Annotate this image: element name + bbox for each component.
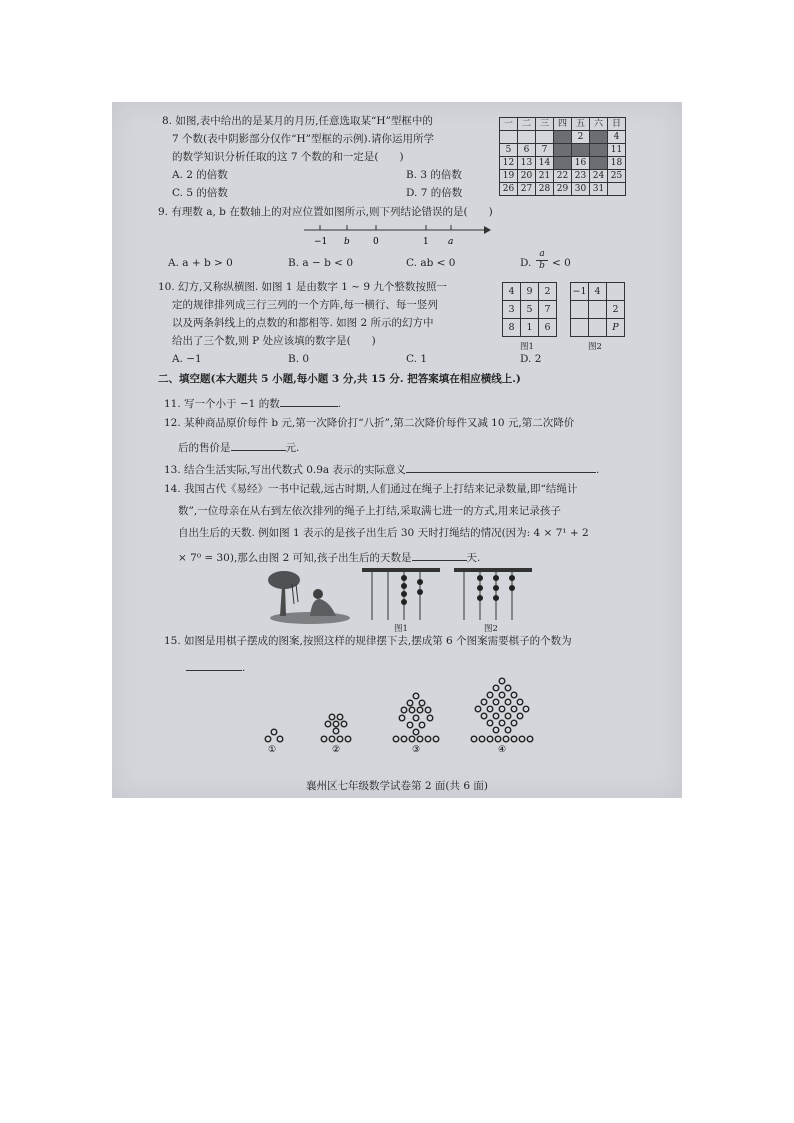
- chess-piece: [527, 736, 533, 742]
- q11: [164, 394, 341, 411]
- page-footer: 襄州区七年级数学试卷第 2 面(共 6 面): [306, 780, 488, 792]
- ms1-cell: 1: [521, 319, 539, 337]
- calendar-row: [500, 183, 626, 196]
- chess-piece: [493, 685, 499, 691]
- chess-piece: [493, 727, 499, 733]
- calendar-header-row: [500, 118, 626, 131]
- label-a: a: [448, 237, 454, 247]
- chess-piece: [337, 714, 343, 720]
- q15-line1: 15. 如图是用棋子摆成的图案,按照这样的规律摆下去,摆成第 6 个图案需要棋子的个数为: [164, 635, 572, 647]
- knot: [401, 599, 407, 605]
- chess-piece: [511, 736, 517, 742]
- ms1-cell: 5: [521, 301, 539, 319]
- chess-piece: [409, 707, 415, 713]
- chess-piece: [413, 693, 419, 699]
- q10-option-a: A. −1: [172, 353, 202, 365]
- knot-fig1: [360, 566, 442, 626]
- chess-piece: [505, 685, 511, 691]
- chess-piece: [517, 713, 523, 719]
- knot: [401, 575, 407, 581]
- calendar-cell: 25: [608, 170, 626, 183]
- chess-piece: [345, 736, 351, 742]
- ms2-cell: −1: [571, 283, 589, 301]
- calendar-cell: 12: [500, 157, 518, 170]
- calendar-cell: 6: [518, 144, 536, 157]
- knot-fig2: [452, 566, 534, 626]
- q10-option-c: C. 1: [406, 353, 428, 365]
- chess-piece: [503, 736, 509, 742]
- person-body: [310, 599, 336, 616]
- pattern-4-label: ④: [498, 745, 507, 755]
- calendar-header: 五: [572, 118, 590, 131]
- hanging-rope: [296, 584, 298, 602]
- calendar-cell: 13: [518, 157, 536, 170]
- chess-piece: [413, 715, 419, 721]
- calendar-cell-shaded: [572, 144, 590, 157]
- q8-option-d: D. 7 的倍数: [406, 187, 463, 199]
- chess-piece: [505, 713, 511, 719]
- chess-piece: [393, 736, 399, 742]
- calendar-cell: 5: [500, 144, 518, 157]
- chess-piece: [271, 729, 277, 735]
- q8-option-a: A. 2 的倍数: [172, 169, 228, 181]
- knot: [417, 589, 423, 595]
- calendar-cell: [518, 131, 536, 144]
- pattern-3-label: ③: [412, 745, 421, 755]
- ms2-cell: [589, 301, 607, 319]
- knot: [477, 585, 483, 591]
- chess-piece: [417, 707, 423, 713]
- calendar-header: 三: [536, 118, 554, 131]
- ms1-cell: 6: [539, 319, 557, 337]
- ms-fig1-caption: 图1: [520, 342, 534, 352]
- chess-piece: [505, 727, 511, 733]
- chess-piece: [493, 713, 499, 719]
- pattern-2: [321, 714, 351, 742]
- pattern-1: [265, 729, 283, 742]
- q14-line1: 14. 我国古代《易经》一书中记载,远古时期,人们通过在绳子上打结来记录数量,即“结绳计: [164, 483, 578, 495]
- q8-stem-line1: 8. 如图,表中给出的是某月的月历,任意选取某“H”型框中的: [162, 115, 433, 127]
- knot: [493, 575, 499, 581]
- ms2-cell: [607, 283, 625, 301]
- person-head: [313, 589, 323, 599]
- chess-piece: [333, 721, 339, 727]
- q13-text: 13. 结合生活实际,写出代数式 0.9a 表示的实际意义: [164, 464, 407, 476]
- chess-piece: [499, 720, 505, 726]
- chess-pattern-figures: [252, 672, 552, 757]
- chess-piece: [329, 714, 335, 720]
- ms2-cell: [571, 319, 589, 337]
- pattern-1-label: ①: [268, 745, 277, 755]
- q15-line2: [186, 658, 245, 675]
- calendar-cell: 22: [554, 170, 572, 183]
- q10-option-d: D. 2: [520, 353, 542, 365]
- chess-piece: [399, 715, 405, 721]
- calendar-cell: 27: [518, 183, 536, 196]
- q10-stem-line4: 给出了三个数,则 P 处应该填的数字是( ): [172, 335, 376, 347]
- q12-end: 元.: [285, 442, 300, 454]
- q14-line4: [178, 548, 480, 565]
- q10-stem-line3: 以及两条斜线上的点数的和都相等. 如图 2 所示的幻方中: [172, 317, 434, 329]
- knot-fig1-caption: 图1: [394, 624, 408, 634]
- ms-fig2-caption: 图2: [588, 342, 602, 352]
- q15-answer-blank[interactable]: [186, 658, 242, 671]
- number-line-arrow: [484, 226, 491, 234]
- q11-end: .: [337, 398, 342, 410]
- chess-piece: [517, 699, 523, 705]
- chess-piece: [277, 736, 283, 742]
- calendar-table: [499, 117, 626, 196]
- label-one: 1: [423, 237, 429, 247]
- chess-piece: [519, 736, 525, 742]
- knot: [477, 595, 483, 601]
- q13: [164, 460, 599, 477]
- ms1-cell: 7: [539, 301, 557, 319]
- calendar-cell: 31: [590, 183, 608, 196]
- calendar-cell-shaded: [554, 144, 572, 157]
- q14-line2: 数”,一位母亲在从右到左依次排列的绳子上打结,采取满七进一的方式,用来记录孩子: [178, 505, 561, 517]
- chess-piece: [337, 736, 343, 742]
- ms2-cell-p: P: [607, 319, 625, 337]
- calendar-cell-shaded: [590, 131, 608, 144]
- knot: [509, 575, 515, 581]
- q9-option-c: C. ab < 0: [406, 257, 456, 269]
- chess-piece: [493, 699, 499, 705]
- label-zero: 0: [373, 237, 379, 247]
- calendar-cell-shaded: [554, 131, 572, 144]
- q14-text: × 7⁰ = 30),那么由图 2 可知,孩子出生后的天数是: [178, 552, 412, 564]
- section-2-heading: 二、填空题(本大题共 5 小题,每小题 3 分,共 15 分. 把答案填在相应横线上.): [158, 373, 521, 385]
- calendar-cell: 30: [572, 183, 590, 196]
- ms1-cell: 3: [503, 301, 521, 319]
- chess-piece: [487, 720, 493, 726]
- knot-bar: [454, 568, 532, 572]
- calendar-cell: 11: [608, 144, 626, 157]
- calendar-cell-shaded: [590, 144, 608, 157]
- calendar-row: [500, 131, 626, 144]
- chess-piece: [413, 729, 419, 735]
- ms2-cell: 2: [607, 301, 625, 319]
- q9-option-a: A. a + b > 0: [168, 257, 233, 269]
- q8-option-c: C. 5 的倍数: [172, 187, 228, 199]
- exam-page: [112, 102, 682, 798]
- q9-d-tail: < 0: [552, 257, 571, 269]
- chess-piece: [433, 736, 439, 742]
- q10-stem-line2: 定的规律排列成三行三列的一个方阵,每一横行、每一竖列: [172, 299, 438, 311]
- calendar-cell-shaded: [590, 157, 608, 170]
- q12-answer-blank[interactable]: [231, 438, 286, 451]
- calendar-cell: [500, 131, 518, 144]
- tree-trunk: [280, 586, 286, 616]
- chess-piece: [419, 700, 425, 706]
- q9-option-d: D.: [520, 257, 532, 269]
- calendar-cell: 18: [608, 157, 626, 170]
- chess-piece: [487, 706, 493, 712]
- knot: [477, 575, 483, 581]
- chess-piece: [265, 736, 271, 742]
- chess-piece: [511, 706, 517, 712]
- calendar-row: [500, 170, 626, 183]
- q13-end: .: [596, 464, 600, 476]
- q8-stem-line2: 7 个数(表中阴影部分仅作“H”型框的示例).请你运用所学: [172, 133, 434, 145]
- ms1-cell: 4: [503, 283, 521, 301]
- chess-piece: [325, 721, 331, 727]
- chess-piece: [481, 713, 487, 719]
- chess-piece: [333, 728, 339, 734]
- q12-line1: 12. 某种商品原价每件 b 元,第一次降价打“八折”,第二次降价每件又减 10 元,第二次降价: [164, 417, 575, 429]
- chess-piece: [499, 678, 505, 684]
- chess-piece: [401, 707, 407, 713]
- knot: [493, 595, 499, 601]
- calendar-cell: 16: [572, 157, 590, 170]
- magic-square-fig1: [502, 282, 557, 337]
- pattern-2-label: ②: [332, 745, 341, 755]
- calendar-cell: 14: [536, 157, 554, 170]
- calendar-cell: 24: [590, 170, 608, 183]
- fraction-numerator: a: [536, 249, 548, 261]
- calendar-cell: 4: [608, 131, 626, 144]
- chess-piece: [505, 699, 511, 705]
- calendar-cell: 20: [518, 170, 536, 183]
- chess-piece: [427, 715, 433, 721]
- knot: [493, 585, 499, 591]
- chess-piece: [511, 720, 517, 726]
- chess-piece: [321, 736, 327, 742]
- chess-piece: [471, 736, 477, 742]
- calendar-cell: 2: [572, 131, 590, 144]
- ms2-cell: [589, 319, 607, 337]
- knot-tying-illustration: [266, 568, 352, 626]
- calendar-cell: 19: [500, 170, 518, 183]
- chess-piece: [341, 721, 347, 727]
- ms1-cell: 2: [539, 283, 557, 301]
- chess-piece: [329, 736, 335, 742]
- calendar-header: 日: [608, 118, 626, 131]
- chess-piece: [523, 706, 529, 712]
- pattern-4: [471, 678, 533, 742]
- calendar-cell: 28: [536, 183, 554, 196]
- chess-piece: [407, 700, 413, 706]
- q8-stem-line3: 的数学知识分析任取的这 7 个数的和一定是( ): [172, 151, 404, 163]
- calendar-header: 六: [590, 118, 608, 131]
- q14-answer-blank[interactable]: [412, 548, 467, 561]
- q11-text: 11. 写一个小于 −1 的数: [164, 398, 280, 410]
- knot: [509, 585, 515, 591]
- calendar-cell: 26: [500, 183, 518, 196]
- knot-fig2-caption: 图2: [484, 624, 498, 634]
- tree-crown: [268, 571, 300, 589]
- knot: [417, 579, 423, 585]
- q14-end: 天.: [466, 552, 481, 564]
- chess-piece: [487, 692, 493, 698]
- calendar-cell: 23: [572, 170, 590, 183]
- calendar-cell: [608, 183, 626, 196]
- q15-end: .: [242, 662, 246, 674]
- knot-bar: [362, 568, 440, 572]
- calendar-cell: 7: [536, 144, 554, 157]
- ms1-cell: 8: [503, 319, 521, 337]
- q13-answer-blank[interactable]: [406, 460, 596, 473]
- q9-stem: 9. 有理数 a, b 在数轴上的对应位置如图所示,则下列结论错误的是( ): [158, 206, 493, 218]
- label-b: b: [344, 237, 350, 247]
- q12-line2: [178, 438, 299, 455]
- calendar-cell: [536, 131, 554, 144]
- chess-piece: [409, 736, 415, 742]
- chess-piece: [487, 736, 493, 742]
- knot: [401, 583, 407, 589]
- calendar-cell: 21: [536, 170, 554, 183]
- q9-d-fraction: [536, 249, 548, 272]
- chess-piece: [475, 706, 481, 712]
- chess-piece: [407, 722, 413, 728]
- calendar-header: 一: [500, 118, 518, 131]
- chess-piece: [401, 736, 407, 742]
- calendar-header: 二: [518, 118, 536, 131]
- chess-piece: [499, 706, 505, 712]
- knot: [401, 591, 407, 597]
- pattern-3: [393, 693, 439, 742]
- q11-answer-blank[interactable]: [280, 394, 338, 407]
- number-line: [302, 220, 492, 250]
- q9-option-b: B. a − b < 0: [288, 257, 353, 269]
- q12-text: 后的售价是: [178, 442, 231, 454]
- calendar-cell-shaded: [554, 157, 572, 170]
- ms1-cell: 9: [521, 283, 539, 301]
- ms2-cell: 4: [589, 283, 607, 301]
- chess-piece: [419, 722, 425, 728]
- magic-square-fig2: [570, 282, 625, 337]
- ms2-cell: [571, 301, 589, 319]
- q14-line3: 自出生后的天数. 例如图 1 表示的是孩子出生后 30 天时打绳结的情况(因为: 4 × 7¹ + 2: [178, 527, 589, 539]
- chess-piece: [511, 692, 517, 698]
- chess-piece: [417, 736, 423, 742]
- calendar-cell: 29: [554, 183, 572, 196]
- chess-piece: [479, 736, 485, 742]
- fraction-denominator: b: [539, 261, 545, 271]
- q10-option-b: B. 0: [288, 353, 310, 365]
- chess-piece: [495, 736, 501, 742]
- calendar-row: [500, 157, 626, 170]
- chess-piece: [499, 692, 505, 698]
- chess-piece: [425, 707, 431, 713]
- calendar-header: 四: [554, 118, 572, 131]
- q8-option-b: B. 3 的倍数: [406, 169, 462, 181]
- label-neg-one: −1: [314, 237, 328, 247]
- calendar-row: [500, 144, 626, 157]
- chess-piece: [425, 736, 431, 742]
- q10-stem-line1: 10. 幻方,又称纵横图. 如图 1 是由数字 1 ~ 9 九个整数按照一: [158, 281, 447, 293]
- chess-piece: [481, 699, 487, 705]
